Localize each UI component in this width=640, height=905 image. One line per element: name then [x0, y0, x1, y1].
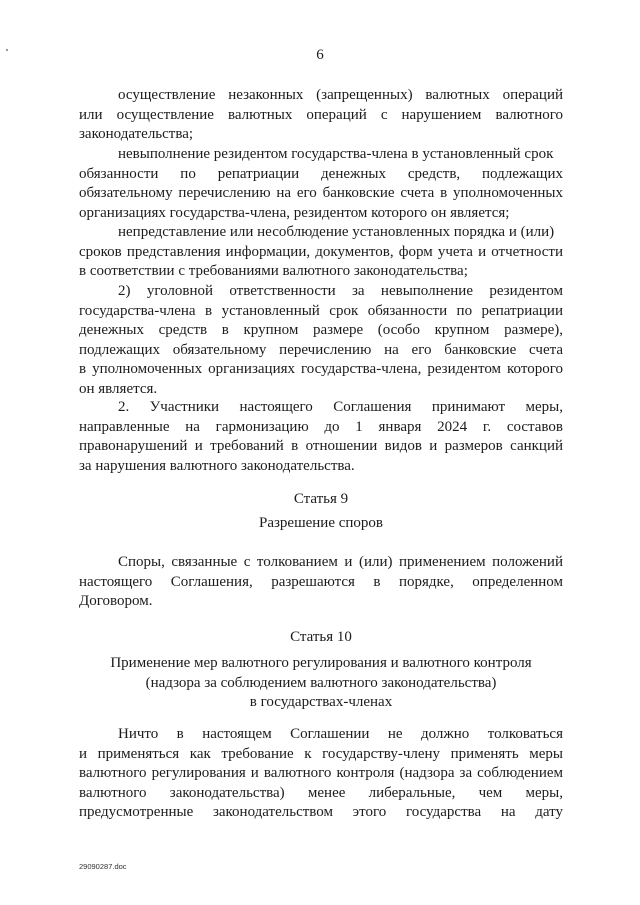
text-line: осуществление незаконных (запрещенных) валютных операций — [118, 87, 563, 103]
text-line: обязанности по репатриации денежных средств, подлежащих — [79, 165, 563, 182]
article-10-title — [79, 654, 563, 713]
article-9-title: Разрешение споров — [258, 515, 384, 531]
text-line: настоящего Соглашения, разрешаются в порядке, определенном — [79, 573, 563, 590]
intro-paragraph — [79, 86, 563, 145]
text-line: валютного законодательства) менее либеральные, чем меры, — [79, 784, 563, 801]
text-line: правонарушений и требований в отношении видов и размеров санкций — [79, 438, 563, 455]
text-line: невыполнение резидентом государства-члена в установленный срок — [118, 146, 554, 162]
text-line: законодательства; — [79, 126, 194, 143]
repatriation-paragraph — [79, 145, 563, 223]
title-line: в государствах-членах — [249, 694, 393, 711]
text-line: 2) уголовной ответственности за невыполнение резидентом — [118, 283, 563, 299]
page-number: 6 — [316, 47, 324, 63]
text-line: организациях государства-члена, резидентом которого он является; — [79, 204, 510, 221]
criminal-liability-paragraph — [79, 282, 563, 400]
text-line: подлежащих обязательному перечислению на его банковские счета — [79, 341, 563, 358]
text-line: государства-члена в установленный срок обязанности по репатриации — [79, 302, 563, 319]
article-10-paragraph — [79, 725, 563, 823]
harmonization-paragraph — [79, 398, 563, 476]
text-line: предусмотренные законодательством этого государства на дату — [79, 804, 563, 821]
text-line: или осуществление валютных операций с нарушением валютного — [79, 106, 563, 123]
text-line: за нарушения валютного законодательства. — [79, 457, 355, 474]
article-9-heading: Статья 9 — [293, 491, 349, 507]
text-line: он является. — [79, 380, 158, 397]
text-line: Ничто в настоящем Соглашении не должно толковаться — [118, 726, 563, 742]
text-line: валютного регулирования и валютного контроля (надзора за соблюдением — [79, 765, 563, 782]
text-line: направленные на гармонизацию до 1 января 2024 г. составов — [79, 418, 563, 435]
article-9-paragraph — [79, 553, 563, 612]
text-line: Споры, связанные с толкованием и (или) применением положений — [118, 554, 563, 570]
document-file-code: 29090287.doc — [79, 862, 127, 871]
text-line: Договором. — [79, 593, 153, 610]
text-line: непредставление или несоблюдение установленных порядка и (или) — [118, 224, 555, 240]
text-line: и применяться как требование к государству-члену применять меры — [79, 745, 563, 762]
text-line: денежных средств в крупном размере (особо крупном размере), — [79, 322, 563, 339]
text-line: в соответствии с требованиями валютного законодательства; — [79, 263, 468, 280]
article-10-heading: Статья 10 — [290, 629, 352, 645]
text-line: в уполномоченных организациях государства-члена, резидентом которого — [79, 361, 563, 378]
title-line: (надзора за соблюдением валютного законодательства) — [145, 674, 497, 691]
text-line: сроков представления информации, документов, форм учета и отчетности — [79, 243, 563, 260]
text-line: 2. Участники настоящего Соглашения принимают меры, — [118, 399, 563, 415]
title-line: Применение мер валютного регулирования и валютного контроля — [110, 655, 532, 671]
nondisclosure-paragraph — [79, 223, 563, 282]
text-line: обязательному перечислению на его банковские счета в уполномоченных — [79, 185, 563, 202]
